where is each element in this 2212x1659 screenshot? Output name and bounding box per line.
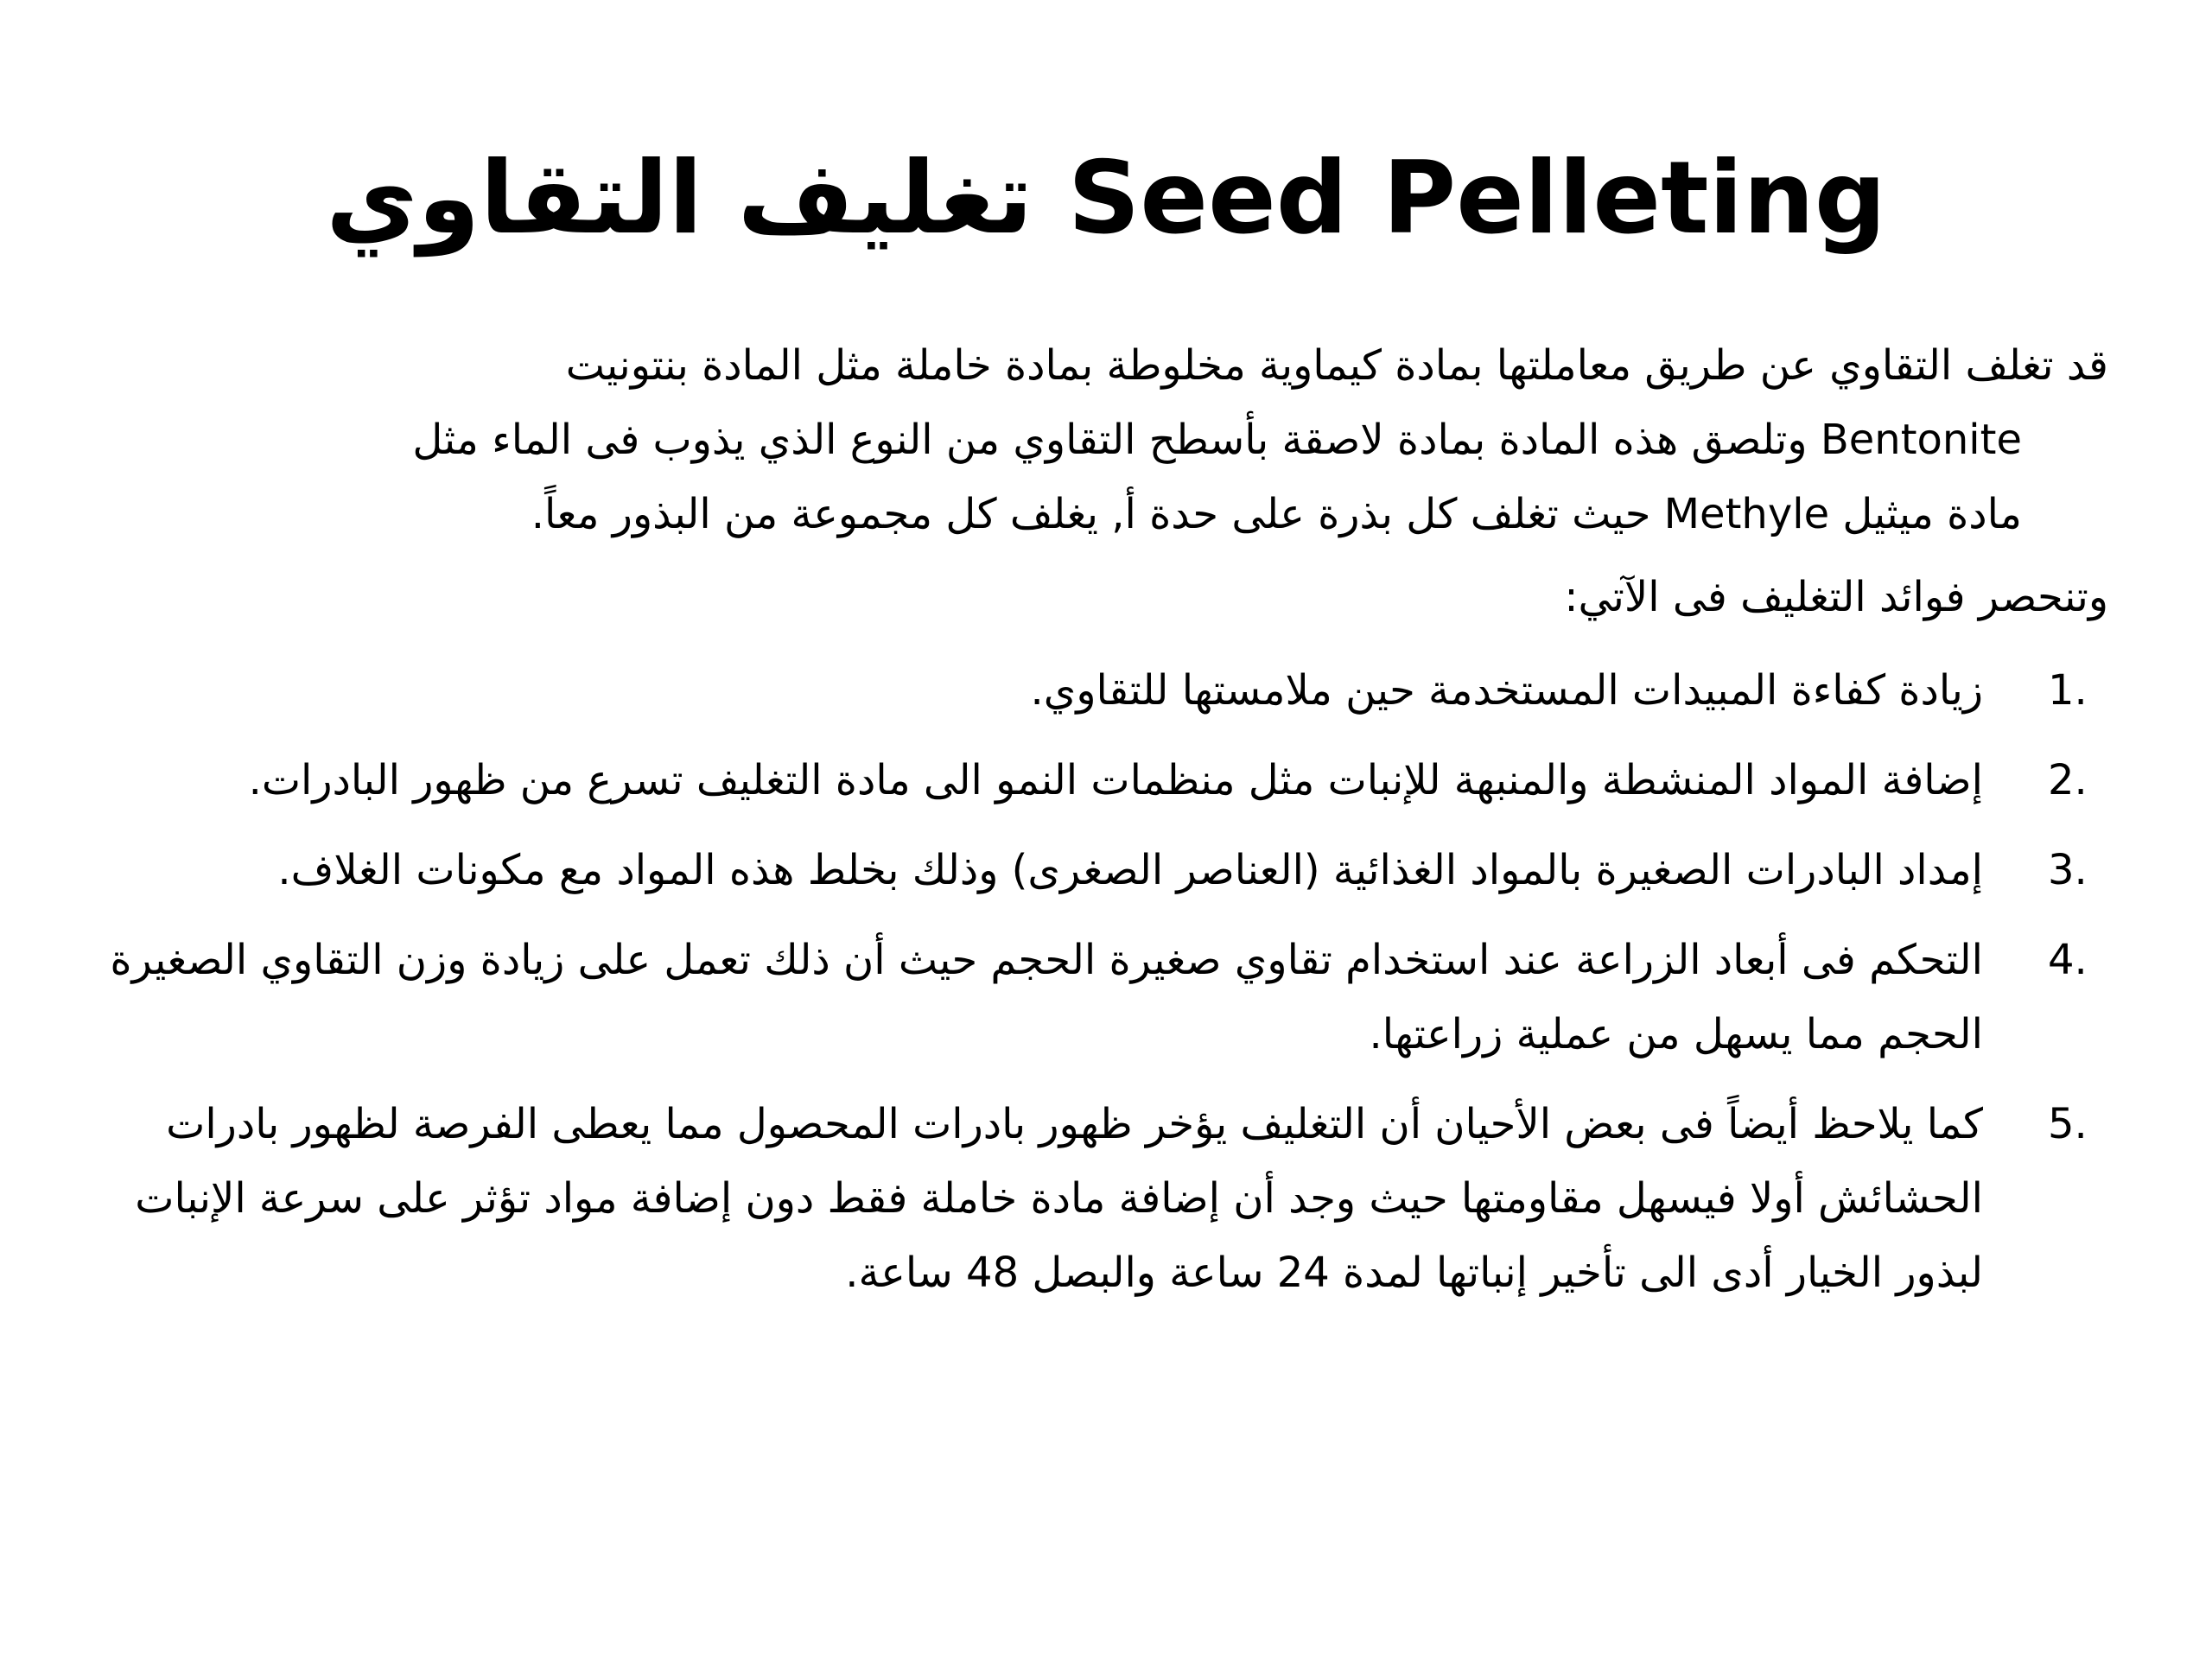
slide-body [104, 328, 2108, 1325]
list-item-text: التحكم فى أبعاد الزراعة عند استخدام تقاوي صغيرة الحجم حيث أن ذلك تعمل على زيادة وزن التقاوي الصغيرة الحجم مما يسهل من عملية زراعتها. [110, 936, 1983, 1058]
list-item-number: 4. [2048, 936, 2088, 984]
intro-line-1: قد تغلف التقاوي عن طريق معاملتها بمادة كيماوية مخلوطة بمادة خاملة مثل المادة بنتونيت [565, 341, 2108, 390]
benefits-list [104, 653, 2108, 1310]
list-item-number: 5. [2048, 1100, 2088, 1148]
list-item-text: إمداد البادرات الصغيرة بالمواد الغذائية (العناصر الصغرى) وذلك بخلط هذه المواد مع مكونات الغلاف. [277, 846, 1983, 894]
list-item-text: إضافة المواد المنشطة والمنبهة للإنبات مثل منظمات النمو الى مادة التغليف تسرع من ظهور البادرات. [248, 756, 1983, 804]
list-item [104, 923, 2108, 1071]
list-item [104, 833, 2108, 907]
slide-title: تغليف التقاوي Seed Pelleting [326, 140, 1886, 257]
intro-line-3: مادة ميثيل Methyle حيث تغلف كل بذرة على حدة أ, يغلف كل مجموعة من البذور معاً. [531, 490, 2022, 538]
benefits-intro: وتنحصر فوائد التغليف فى الآتي: [1564, 573, 2108, 621]
list-item-number: 2. [2048, 756, 2088, 804]
list-item-number: 1. [2048, 666, 2088, 715]
list-item [104, 1087, 2108, 1310]
list-item-text: كما يلاحظ أيضاً فى بعض الأحيان أن التغليف يؤخر ظهور بادرات المحصول مما يعطى الفرصة لظهور بادرات الحشائش أولا فيسهل مقاومتها حيث وجد أن إضافة مادة خاملة فقط دون إضافة مواد تؤثر على سرعة الإنبات لبذور الخيار أدى الى تأخير إنباتها لمدة 24 ساعة والبصل 48 ساعة. [135, 1100, 1983, 1297]
list-item-text: زيادة كفاءة المبيدات المستخدمة حين ملامستها للتقاوي. [1030, 666, 1983, 715]
intro-line-2: Bentonite وتلصق هذه المادة بمادة لاصقة بأسطح التقاوي من النوع الذي يذوب فى الماء مثل [412, 416, 2022, 464]
list-item [104, 653, 2108, 728]
intro-paragraph [104, 328, 2108, 551]
list-item [104, 743, 2108, 817]
list-item-number: 3. [2048, 846, 2088, 894]
